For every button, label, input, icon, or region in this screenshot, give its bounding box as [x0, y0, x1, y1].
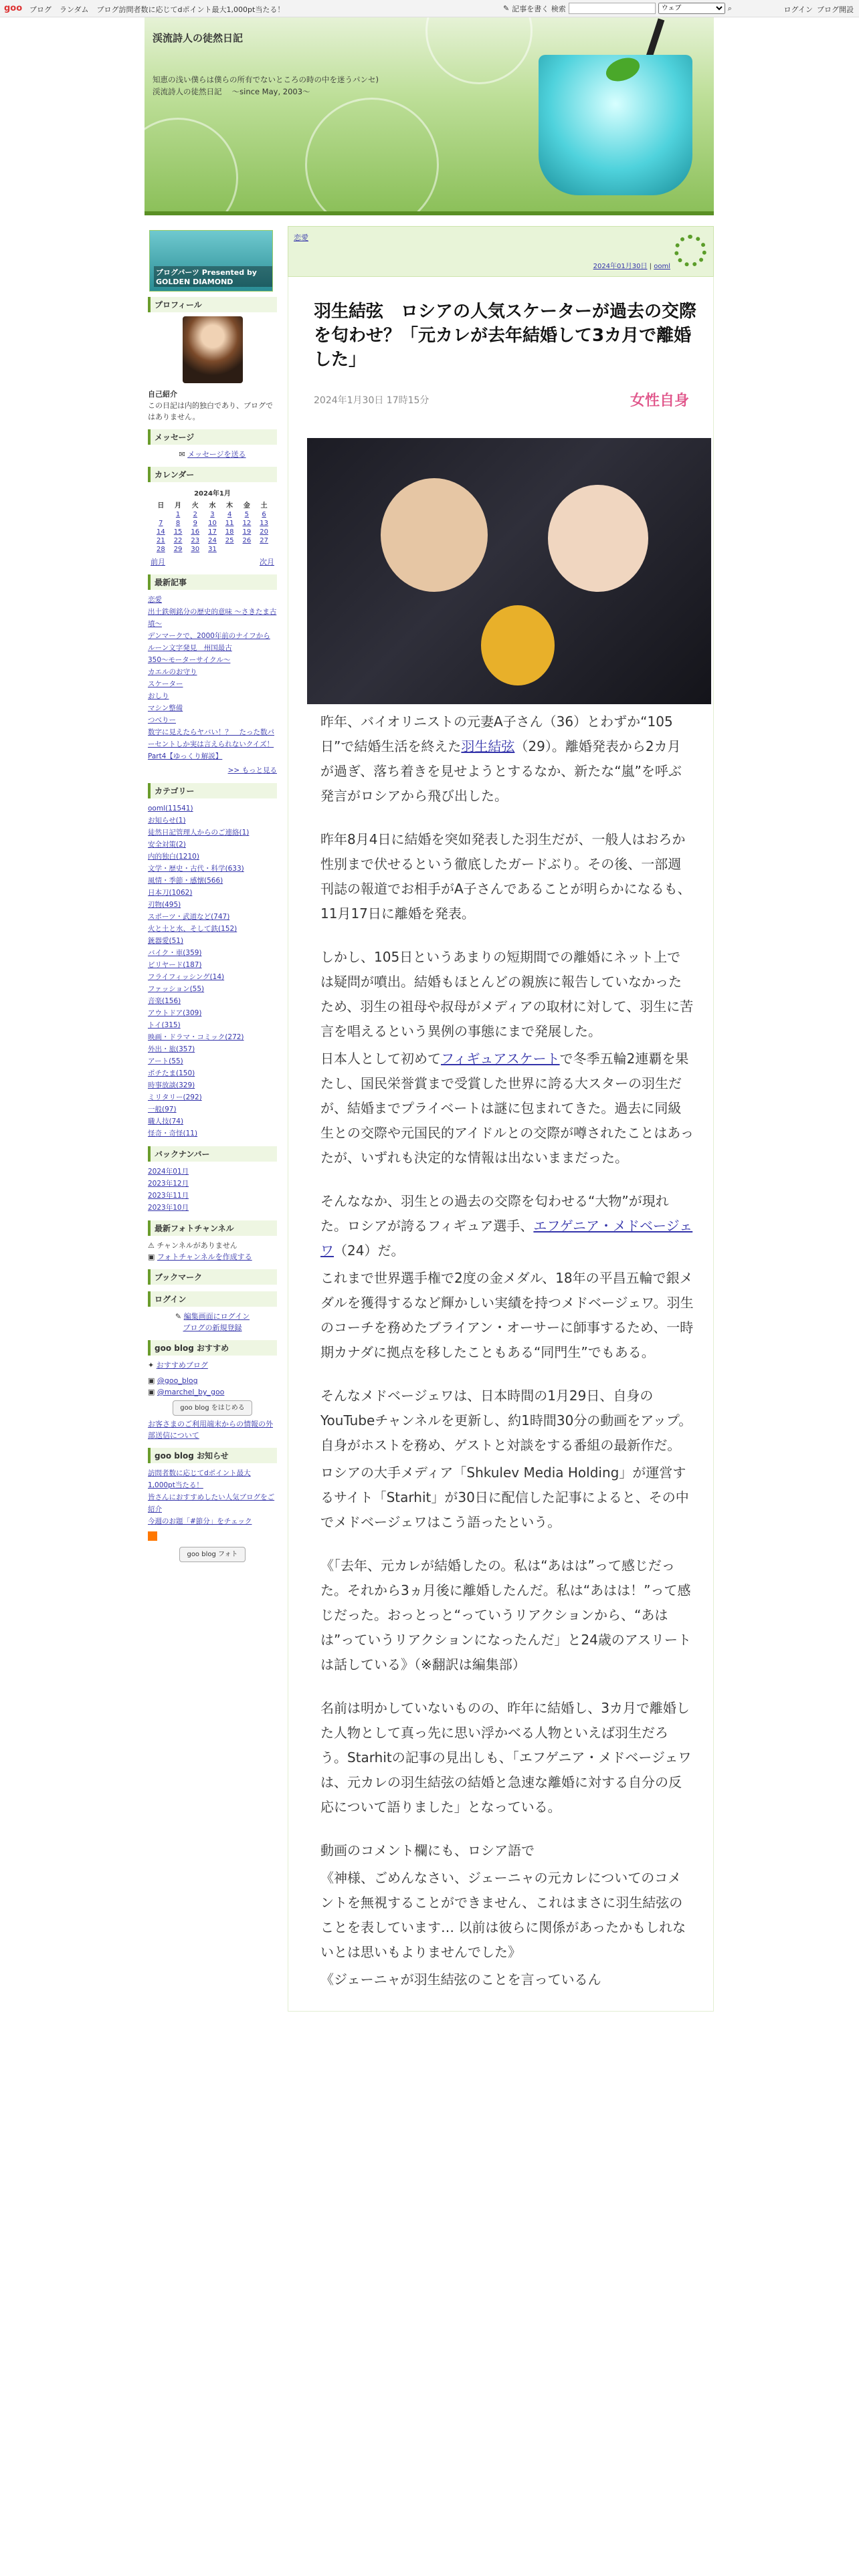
- paragraph: しかし、105日というあまりの短期間での離婚にネット上では疑問が噴出。結婚もほとんどの親族に報告していなかったため、羽生の祖母や叔母がメディアの取材に対して、羽生に苦言を唱えるという異例の事態にまで発展した。: [320, 949, 694, 1039]
- calendar-day-link[interactable]: 15: [173, 528, 183, 536]
- calendar-day: [187, 545, 204, 554]
- start-blog-button[interactable]: goo blog をはじめる: [173, 1400, 252, 1416]
- calendar-day: [204, 519, 221, 528]
- paragraph: そんななか、羽生との過去の交際を匂わせる“大物”が現れた。ロシアが誇るフィギュア選手、エフゲニア・メドベージェワ（24）だ。: [320, 1193, 693, 1259]
- twitter-icon: ▣: [148, 1388, 157, 1396]
- calendar-day-link[interactable]: 10: [208, 520, 217, 527]
- paragraph: そんなメドベージェワは、日本時間の1月29日、自身のYouTubeチャンネルを更新し、約1時間30分の動画をアップ。自身がホストを務め、ゲストと対談をする番組の最新作だ。: [320, 1388, 692, 1453]
- announce-list: [148, 1467, 277, 1527]
- recent-post-link[interactable]: 恋愛: [148, 596, 162, 604]
- recent-post: [148, 726, 277, 762]
- create-photochannel-link[interactable]: フォトチャンネルを作成する: [157, 1253, 252, 1261]
- recent-list: [148, 594, 277, 762]
- calendar-day-link[interactable]: 18: [225, 528, 234, 536]
- figure-skating-link[interactable]: フィギュアスケート: [441, 1051, 560, 1067]
- recommend-link[interactable]: おすすめブログ: [156, 1361, 208, 1370]
- recent-post: [148, 606, 277, 630]
- category-item-link[interactable]: 外出・旅(357): [148, 1045, 195, 1053]
- calendar-weekday: 日: [157, 502, 165, 510]
- calendar-day-link[interactable]: 23: [191, 537, 200, 544]
- article-title: 羽生結弦 ロシアの人気スケーターが過去の交際を匂わせ？「元カレが去年結婚して3カ月で離婚した」: [314, 302, 697, 370]
- calendar-day: [169, 545, 187, 554]
- category-item-link[interactable]: ビリヤード(187): [148, 961, 202, 969]
- main-content: [288, 226, 714, 2012]
- calendar-day-link[interactable]: 5: [244, 511, 250, 518]
- calendar-day-link[interactable]: 12: [242, 520, 252, 527]
- recent-post-link[interactable]: 数字に見えたらヤバい！？ たった数パーセントしか実は言えられないクイズ！Part4【ゆっくり解説】: [148, 728, 274, 760]
- category-item: [148, 815, 277, 827]
- category-item-link[interactable]: 日本刀(1062): [148, 889, 193, 897]
- calendar-day: [221, 510, 238, 519]
- photo-person-left: [381, 478, 488, 592]
- pencil-icon: ✎: [503, 4, 510, 13]
- calendar-day-link[interactable]: 16: [191, 528, 200, 536]
- category-item: [148, 1055, 277, 1067]
- category-item: [148, 1079, 277, 1091]
- calendar-day: [238, 510, 256, 519]
- announce-item-link[interactable]: 皆さんにおすすめしたい人気ブログをご紹介: [148, 1493, 275, 1513]
- entry-date-link[interactable]: 2024年01月30日: [593, 263, 648, 270]
- search-icon[interactable]: ⌕: [727, 3, 732, 13]
- announce-item: [148, 1515, 277, 1527]
- calendar-week: [153, 510, 273, 519]
- calendar-day: [221, 536, 238, 545]
- calendar-day-link[interactable]: 13: [260, 520, 268, 527]
- publisher-logo[interactable]: 女性自身: [630, 393, 689, 409]
- send-message-link[interactable]: メッセージを送る: [187, 450, 246, 459]
- login-box: [148, 1291, 277, 1333]
- calendar-day: [169, 528, 187, 536]
- paragraph: 日本人として初めてフィギュアスケートで冬季五輪2連覇を果たし、国民栄誉賞まで受賞した世界に誇る大スターの羽生だが、結婚までプライベートは謎に包まれてきた。過去に同級生との交際や元国民的アイドルとの交際が噂されたことはあったが、いずれも決定的な情報は出ないままだった。: [320, 1051, 694, 1166]
- calendar-day-link[interactable]: 26: [242, 537, 252, 544]
- category-item: [148, 851, 277, 863]
- twitter-link-goo-blog[interactable]: @goo_blog: [157, 1376, 198, 1385]
- twitter-icon: ▣: [148, 1376, 157, 1385]
- edit-icon: ✎: [175, 1312, 184, 1321]
- blog-title[interactable]: 渓流詩人の徒然日記: [153, 32, 244, 44]
- blog-description: 知恵の浅い僕らは僕らの所有でないところの時の中を迷うパンセ) 渓流詩人の徒然日記 〜since May, 2003〜: [153, 75, 387, 96]
- calendar-day-link[interactable]: 14: [156, 528, 165, 536]
- calendar-day: [221, 519, 238, 528]
- category-item-link[interactable]: ファッション(55): [148, 985, 205, 993]
- recent-posts-box: [148, 574, 277, 776]
- calendar-day-link[interactable]: 25: [225, 537, 234, 544]
- paragraph: 名前は明かしていないものの、昨年に結婚し、3カ月で離婚した人物として真っ先に思い浮かべる人物といえば羽生だろう。Starhitの記事の見出しも、「エフゲニア・メドベージェワは、元カレの羽生結弦の結婚と急速な離婚に対する自分の反応について語りました」となっている。: [320, 1700, 692, 1815]
- blog-open-link[interactable]: ブログ開設: [817, 5, 854, 14]
- category-item-link[interactable]: 一般(97): [148, 1105, 177, 1113]
- backnumber-item: [148, 1178, 277, 1190]
- backnumber-item-link[interactable]: 2023年12月: [148, 1180, 189, 1188]
- photochannel-heading: 最新フォトチャンネル: [148, 1220, 277, 1236]
- category-heading: カテゴリー: [148, 783, 277, 798]
- login-heading: ログイン: [148, 1291, 277, 1307]
- category-item: [148, 959, 277, 971]
- calendar-day: [153, 528, 170, 536]
- calendar-day: [204, 510, 221, 519]
- blog-header: [145, 17, 714, 211]
- article-pubdate: 2024年1月30日 17時15分: [314, 395, 430, 406]
- calendar-day-link[interactable]: 30: [191, 546, 200, 553]
- backnumber-item-link[interactable]: 2024年01月: [148, 1168, 189, 1176]
- category-item-link[interactable]: お知らせ(1): [148, 817, 186, 825]
- category-item-link[interactable]: 銃器愛(51): [148, 937, 184, 945]
- login-link[interactable]: ログイン: [783, 5, 813, 14]
- recommend-heading: goo blog おすすめ: [148, 1340, 277, 1356]
- recent-post: [148, 690, 277, 702]
- hanyu-link[interactable]: 羽生結弦: [461, 738, 515, 754]
- article-photo: [307, 438, 711, 704]
- category-item: [148, 995, 277, 1007]
- backnumber-item: [148, 1202, 277, 1214]
- calendar-day-link[interactable]: 17: [208, 528, 217, 536]
- category-item: [148, 1019, 277, 1031]
- search-label: 記事を書く 検索: [512, 4, 566, 13]
- blog-parts-banner[interactable]: [149, 230, 273, 292]
- announce-item: [148, 1491, 277, 1515]
- toolbar-search: [503, 3, 732, 14]
- self-intro-text: この日記は内的独白であり、ブログではありません。: [148, 401, 273, 421]
- paragraph: 昨年8月4日に結婚を突如発表した羽生だが、一般人はおろか性別まで伏せるという徹底したガードぶり。その後、一部週刊誌の報道でお相手がA子さんであることが明らかになるも、11月17日に離婚を発表。: [320, 831, 691, 922]
- twitter-link-marchel[interactable]: @marchel_by_goo: [157, 1388, 225, 1396]
- announce-item-link[interactable]: 訪問者数に応じてdポイント最大1,000pt当たる！: [148, 1469, 251, 1489]
- calendar-day-link[interactable]: 9: [193, 520, 197, 527]
- global-toolbar: [0, 0, 859, 17]
- paragraph: ロシアの大手メディア「Shkulev Media Holding」が運営するサイト「Starhit」が30日に配信した記事によると、その中でメドベージェワはこう語ったという。: [320, 1465, 689, 1530]
- category-item-link[interactable]: トイ(315): [148, 1021, 181, 1029]
- calendar-day-link[interactable]: 19: [242, 528, 252, 536]
- category-item: [148, 1043, 277, 1055]
- category-item: [148, 947, 277, 959]
- edit-login-link[interactable]: 編集画面にログイン: [183, 1312, 250, 1321]
- calendar-day: [187, 519, 204, 528]
- category-item: [148, 1031, 277, 1043]
- category-item: [148, 1091, 277, 1103]
- category-item-link[interactable]: 職人技(74): [148, 1117, 184, 1125]
- backnumber-item-link[interactable]: 2023年10月: [148, 1204, 189, 1212]
- search-scope-select[interactable]: [658, 3, 725, 14]
- recent-post-link[interactable]: 出土鉄剣銘分の歴史的意味 〜さきたま古墳〜: [148, 608, 277, 628]
- calendar-day-link[interactable]: 27: [260, 537, 268, 544]
- entry-meta: 2024年01月30日 | ooml: [593, 263, 670, 270]
- message-heading: メッセージ: [148, 429, 277, 445]
- calendar-box: [148, 467, 277, 568]
- category-item: [148, 1115, 277, 1128]
- calendar-day: [153, 519, 170, 528]
- photo-icon: ▣: [148, 1253, 157, 1261]
- category-item: [148, 875, 277, 887]
- no-channel-text: チャンネルがありません: [157, 1241, 237, 1250]
- photo-person-right: [548, 485, 648, 592]
- backnumber-heading: バックナンバー: [148, 1146, 277, 1162]
- calendar-day-link[interactable]: 6: [262, 511, 266, 518]
- calendar-week: [153, 519, 273, 528]
- publication-row: [314, 389, 689, 410]
- toolbar-links: [29, 4, 284, 15]
- banner-label: ブログパーツ Presented by GOLDEN DIAMOND: [154, 266, 272, 287]
- calendar-day: [204, 545, 221, 554]
- category-item: [148, 863, 277, 875]
- calendar-day-link[interactable]: 11: [225, 520, 234, 527]
- calendar-day: [238, 519, 256, 528]
- category-item-link[interactable]: ポチたま(150): [148, 1069, 195, 1077]
- recent-post-link[interactable]: つべりー: [148, 716, 176, 724]
- entry-comment-link[interactable]: ooml: [654, 263, 670, 270]
- category-item-link[interactable]: 安全対策(2): [148, 841, 186, 849]
- paragraph: 昨年、バイオリニストの元妻A子さん（36）とわずか“105日”で結婚生活を終えた羽生結弦（29）。離婚発表から2カ月が過ぎ、落ち着きを見せようとするなか、新たな“嵐”を呼ぶ発言がロシアから飛び出した。: [320, 714, 682, 804]
- quote-paragraph: 《神様、ごめんなさい、ジェーニャの元カレについてのコメントを無視することができません、これはまさに羽生結弦のことを表しています… 以前は彼らに関係があったかもしれないとは思いもよりませんでした》: [320, 1870, 686, 1960]
- recent-post: [148, 678, 277, 690]
- search-input[interactable]: [569, 3, 656, 14]
- recent-post: [148, 654, 277, 666]
- calendar-day: [153, 510, 170, 519]
- calendar-day-link[interactable]: 4: [227, 511, 232, 518]
- calendar-weekday: 木: [226, 502, 233, 510]
- backnumber-item: [148, 1190, 277, 1202]
- category-item: [148, 971, 277, 983]
- external-transmission-link[interactable]: お客さまのご利用端末からの情報の外部送信について: [148, 1420, 273, 1440]
- profile-heading: プロフィール: [148, 297, 277, 312]
- calendar-day: [187, 536, 204, 545]
- calendar-next-link[interactable]: 次月: [260, 558, 274, 566]
- goo-photo-button[interactable]: goo blog フォト: [179, 1547, 245, 1562]
- category-list: [148, 802, 277, 1140]
- announce-item-link[interactable]: 今週のお題「#節分」をチェック: [148, 1517, 252, 1525]
- category-item-link[interactable]: 音楽(156): [148, 997, 181, 1005]
- recent-post-link[interactable]: マシン整備: [148, 704, 183, 712]
- calendar-day: [169, 536, 187, 545]
- medvedeva-link[interactable]: エフゲニア・メドベージェワ: [320, 1218, 693, 1259]
- calendar-day-link[interactable]: 7: [159, 520, 163, 527]
- announce-box: [148, 1448, 277, 1565]
- calendar-weekday: 金: [243, 502, 250, 510]
- toolbar-link-campaign[interactable]: ブログ訪問者数に応じてdポイント最大1,000pt当たる！: [96, 5, 285, 14]
- category-item: [148, 899, 277, 911]
- calendar-day-link[interactable]: 3: [210, 511, 215, 518]
- category-item: [148, 827, 277, 839]
- category-item: [148, 887, 277, 899]
- ornament-circle: [305, 98, 439, 211]
- calendar-day: [204, 536, 221, 545]
- ornament-circle: [425, 17, 533, 84]
- recent-post-link[interactable]: カエルのお守り: [148, 668, 197, 676]
- calendar-day: [221, 528, 238, 536]
- category-item: [148, 1128, 277, 1140]
- recent-post: [148, 702, 277, 714]
- self-intro-label: 自己紹介: [148, 390, 177, 399]
- backnumber-list: [148, 1166, 277, 1214]
- calendar-weekday-row: [153, 499, 273, 510]
- recent-post-link[interactable]: スケーター: [148, 680, 183, 688]
- paragraph: これまで世界選手権で2度の金メダル、18年の平昌五輪で銀メダルを獲得するなど輝かしい実績を持つメドベージェワ。羽生のコーチを務めたブライアン・オーサーに師事するため、一時期カナダに拠点を移したこともある“同門生”でもある。: [320, 1270, 694, 1360]
- category-item-link[interactable]: 怪奇・奇怪(11): [148, 1130, 198, 1138]
- backnumber-item: [148, 1166, 277, 1178]
- toolbar-link-random[interactable]: ランダム: [60, 5, 89, 14]
- calendar-week: [153, 536, 273, 545]
- category-item-link[interactable]: 風情・季節・感懐(566): [148, 877, 223, 885]
- calendar-heading: カレンダー: [148, 467, 277, 482]
- calendar-day: [169, 510, 187, 519]
- calendar-day-link[interactable]: 28: [156, 546, 165, 553]
- calendar-day-link[interactable]: 20: [260, 528, 268, 536]
- backnumber-box: [148, 1146, 277, 1214]
- calendar-week: [153, 528, 273, 536]
- calendar-day: [238, 536, 256, 545]
- calendar-day: [187, 528, 204, 536]
- category-item: [148, 839, 277, 851]
- calendar-month: 2024年1月: [194, 490, 231, 498]
- recent-post: [148, 630, 277, 654]
- recent-post-link[interactable]: おしり: [148, 692, 169, 700]
- article-body: [302, 710, 700, 1992]
- leaf-ornament-icon: [674, 235, 706, 267]
- category-item: [148, 1103, 277, 1115]
- bookmark-heading: ブックマーク: [148, 1269, 277, 1285]
- toolbar-link-blog[interactable]: ブログ: [29, 5, 52, 14]
- sidebar: [148, 230, 277, 1572]
- category-item-link[interactable]: スポーツ・武道など(747): [148, 913, 230, 921]
- calendar-day: [153, 545, 170, 554]
- calendar-day: [238, 528, 256, 536]
- rss-icon[interactable]: [148, 1531, 157, 1541]
- profile-box: [148, 297, 277, 423]
- category-item: [148, 935, 277, 947]
- photo-plush-bear: [481, 605, 555, 685]
- calendar-day-link[interactable]: 2: [193, 511, 197, 518]
- category-item: [148, 983, 277, 995]
- category-item-link[interactable]: 徒然日記管理人からのご連絡(1): [148, 829, 250, 837]
- calendar-weekday: 月: [175, 502, 182, 510]
- photochannel-box: [148, 1220, 277, 1263]
- category-item-link[interactable]: ミリタリー(292): [148, 1093, 202, 1101]
- category-item-link[interactable]: 刃物(495): [148, 901, 181, 909]
- category-item-link[interactable]: 火と土と水、そして鉄(152): [148, 925, 237, 933]
- category-item-link[interactable]: アウトドア(309): [148, 1009, 202, 1017]
- category-item: [148, 923, 277, 935]
- profile-image: [183, 316, 243, 383]
- paragraph: 動画のコメント欄にも、ロシア語で: [320, 1842, 535, 1858]
- category-item: [148, 802, 277, 815]
- calendar-weekday: 火: [191, 502, 199, 510]
- calendar-day-link[interactable]: 21: [156, 537, 165, 544]
- calendar-day-link[interactable]: 22: [173, 537, 183, 544]
- calendar-day: [204, 528, 221, 536]
- bookmark-box: [148, 1269, 277, 1285]
- calendar-weekday: 水: [209, 502, 216, 510]
- calendar-day: [256, 519, 273, 528]
- calendar-day: [153, 536, 170, 545]
- category-box: [148, 783, 277, 1140]
- calendar-week: [153, 545, 273, 554]
- calendar-day: [256, 536, 273, 545]
- message-box: [148, 429, 277, 460]
- announce-item: [148, 1467, 277, 1491]
- ornament-circle: [145, 118, 238, 211]
- recent-post: [148, 714, 277, 726]
- register-link[interactable]: ブログの新規登録: [183, 1323, 242, 1332]
- category-item-link[interactable]: 内的独白(1210): [148, 853, 199, 861]
- backnumber-item-link[interactable]: 2023年11月: [148, 1192, 189, 1200]
- calendar-table: [153, 486, 273, 554]
- calendar-day: [221, 545, 238, 554]
- warning-icon: ⚠: [148, 1241, 157, 1250]
- entry-header: [288, 226, 714, 277]
- article: [288, 277, 714, 2012]
- envelope-icon: ✉: [179, 450, 188, 459]
- category-item-link[interactable]: バイク・車(359): [148, 949, 202, 957]
- calendar-day: [187, 510, 204, 519]
- goo-logo[interactable]: goo: [4, 3, 23, 13]
- calendar-day: [169, 519, 187, 528]
- quote-paragraph: 《ジェーニャが羽生結弦のことを言っているん: [320, 1971, 601, 1988]
- toolbar-account: [784, 4, 854, 15]
- header-divider: [145, 211, 714, 215]
- recent-post: [148, 666, 277, 678]
- recent-post: [148, 594, 277, 606]
- category-item-link[interactable]: 文学・歴史・古代・科学(633): [148, 865, 244, 873]
- calendar-day-link[interactable]: 1: [175, 511, 181, 518]
- quote-paragraph: 《「去年、元カレが結婚したの。私は“あはは”って感じだった。それから3ヵ月後に離婚したんだ。私は“あはは！”って感じだった。おっとっと“っていうリアクションから、“あはは”っていうリアクションになったんだ」と24歳のアスリートは話している》（※翻訳は編集部）: [320, 1558, 692, 1673]
- recent-heading: 最新記事: [148, 574, 277, 590]
- calendar-day-link[interactable]: 31: [208, 546, 217, 553]
- calendar-day-link[interactable]: 8: [175, 520, 181, 527]
- category-item-link[interactable]: 映画・ドラマ・コミック(272): [148, 1033, 244, 1041]
- recommend-box: [148, 1340, 277, 1441]
- recent-post-link[interactable]: デンマークで、2000年前のナイフからルーン文字発見 州国最古: [148, 632, 270, 652]
- calendar-day: [238, 545, 256, 554]
- category-item-link[interactable]: フライフィッシング(14): [148, 973, 225, 981]
- star-icon: ✦: [148, 1361, 157, 1370]
- category-item-link[interactable]: アート(55): [148, 1057, 183, 1065]
- category-item: [148, 1007, 277, 1019]
- calendar-prev-link[interactable]: 前月: [151, 558, 165, 566]
- entry-category-link[interactable]: 恋愛: [294, 233, 308, 242]
- category-item: [148, 911, 277, 923]
- calendar-weekday: 土: [260, 502, 268, 510]
- category-item-link[interactable]: 時事放談(329): [148, 1081, 195, 1089]
- calendar-day: [256, 528, 273, 536]
- calendar-day-link[interactable]: 29: [173, 546, 183, 553]
- announce-heading: goo blog お知らせ: [148, 1448, 277, 1463]
- calendar-day: [256, 545, 273, 554]
- more-posts-link[interactable]: >> もっと見る: [227, 766, 277, 774]
- recent-post-link[interactable]: 350〜モーターサイクル〜: [148, 656, 231, 664]
- category-item: [148, 1067, 277, 1079]
- category-item-link[interactable]: ooml(11541): [148, 804, 193, 813]
- calendar-day: [256, 510, 273, 519]
- calendar-day-link[interactable]: 24: [208, 537, 217, 544]
